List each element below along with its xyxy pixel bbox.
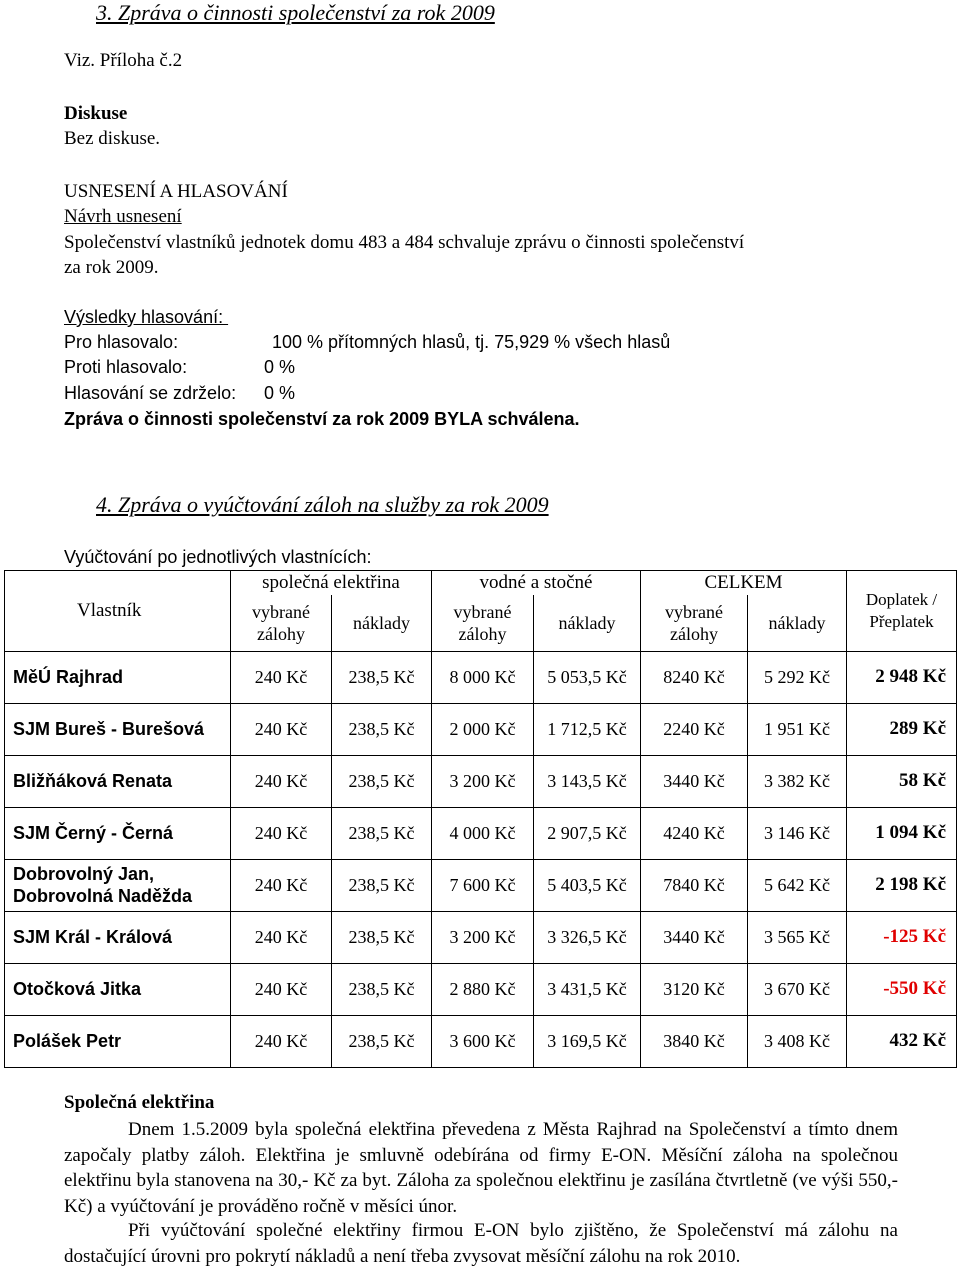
paid-amount-cell: 240 Kč <box>231 807 332 859</box>
paid-amount-cell: 3440 Kč <box>641 911 748 963</box>
cost-amount-cell: 3 565 Kč <box>748 911 847 963</box>
cost-amount-cell: 5 403,5 Kč <box>534 859 641 911</box>
col-header-costs: náklady <box>534 595 641 651</box>
owner-cell: SJM Král - Králová <box>5 911 231 963</box>
paid-amount-cell: 7 600 Kč <box>432 859 534 911</box>
cost-amount-cell: 238,5 Kč <box>332 1015 432 1067</box>
vote-for-label: Pro hlasovalo: <box>64 332 179 352</box>
paid-amount-cell: 3 200 Kč <box>432 755 534 807</box>
paid-amount-cell: 240 Kč <box>231 963 332 1015</box>
cost-amount-cell: 3 431,5 Kč <box>534 963 641 1015</box>
cost-amount-cell: 3 169,5 Kč <box>534 1015 641 1067</box>
paid-amount-cell: 3440 Kč <box>641 755 748 807</box>
discussion-text: Bez diskuse. <box>64 128 161 149</box>
proposal-label: Návrh usnesení <box>64 206 182 227</box>
cost-amount-cell: 3 143,5 Kč <box>534 755 641 807</box>
paid-amount-cell: 3 600 Kč <box>432 1015 534 1067</box>
group-header-electricity: společná elektřina <box>231 571 432 596</box>
owner-cell: SJM Bureš - Burešová <box>5 703 231 755</box>
paid-amount-cell: 4240 Kč <box>641 807 748 859</box>
balance-cell: 2 948 Kč <box>847 651 957 703</box>
electricity-heading: Společná elektřina <box>64 1092 215 1113</box>
owner-cell: Bližňáková Renata <box>5 755 231 807</box>
owner-cell: SJM Černý - Černá <box>5 807 231 859</box>
table-row <box>5 651 957 703</box>
cost-amount-cell: 238,5 Kč <box>332 703 432 755</box>
group-header-total: CELKEM <box>641 571 847 596</box>
col-header-costs: náklady <box>332 595 432 651</box>
electricity-paragraph-2: Při vyúčtování společné elektřiny firmou E-ON bylo zjištěno, že Společenství má zálohu na dostačující úrovni pro pokrytí nákladů a není třeba zvysovat měsíční zálohu na rok 2010. <box>64 1220 898 1267</box>
owner-cell: MěÚ Rajhrad <box>5 651 231 703</box>
cost-amount-cell: 3 326,5 Kč <box>534 911 641 963</box>
cost-amount-cell: 1 712,5 Kč <box>534 703 641 755</box>
balance-cell: 432 Kč <box>847 1015 957 1067</box>
cost-amount-cell: 3 670 Kč <box>748 963 847 1015</box>
table-row <box>5 703 957 755</box>
cost-amount-cell: 2 907,5 Kč <box>534 807 641 859</box>
col-header-paid: vybrané zálohy <box>641 595 748 651</box>
paid-amount-cell: 240 Kč <box>231 1015 332 1067</box>
paid-amount-cell: 2240 Kč <box>641 703 748 755</box>
discussion-label: Diskuse <box>64 103 128 124</box>
owner-cell: Dobrovolný Jan, Dobrovolná Naděžda <box>5 859 231 911</box>
cost-amount-cell: 1 951 Kč <box>748 703 847 755</box>
paid-amount-cell: 2 880 Kč <box>432 963 534 1015</box>
paid-amount-cell: 3120 Kč <box>641 963 748 1015</box>
col-header-paid: vybrané zálohy <box>432 595 534 651</box>
vote-abstain-label: Hlasování se zdrželo: <box>64 383 237 403</box>
paid-amount-cell: 3 200 Kč <box>432 911 534 963</box>
vote-against-value: 0 % <box>264 357 296 377</box>
paid-amount-cell: 240 Kč <box>231 703 332 755</box>
billing-intro: Vyúčtování po jednotlivých vlastnících: <box>64 547 372 567</box>
cost-amount-cell: 5 642 Kč <box>748 859 847 911</box>
paid-amount-cell: 240 Kč <box>231 859 332 911</box>
resolution-title: USNESENÍ A HLASOVÁNÍ <box>64 181 288 202</box>
paid-amount-cell: 8240 Kč <box>641 651 748 703</box>
table-row <box>5 1015 957 1067</box>
col-header-paid: vybrané zálohy <box>231 595 332 651</box>
col-header-costs: náklady <box>748 595 847 651</box>
cost-amount-cell: 238,5 Kč <box>332 911 432 963</box>
cost-amount-cell: 3 146 Kč <box>748 807 847 859</box>
cost-amount-cell: 238,5 Kč <box>332 755 432 807</box>
table-row <box>5 755 957 807</box>
paid-amount-cell: 7840 Kč <box>641 859 748 911</box>
paid-amount-cell: 3840 Kč <box>641 1015 748 1067</box>
vote-against-label: Proti hlasovalo: <box>64 357 188 377</box>
vote-abstain-value: 0 % <box>264 383 296 403</box>
electricity-paragraph-1: Dnem 1.5.2009 byla společná elektřina převedena z Města Rajhrad na Společenství a tímto dnem započaly platby záloh. Elektřina je smluvně odebírána od firmy E-ON. Měsíční záloha na společnou elektřinu byla stanovena na 30,- Kč za byt. Záloha za společnou elektřinu je zasílána čtvrtletně (ve výši 550,- Kč) a vyúčtování je prováděno ročně v měsíci únor. <box>64 1119 898 1217</box>
section-4-heading: 4. Zpráva o vyúčtování záloh na služby za rok 2009 <box>96 492 549 517</box>
table-row <box>5 963 957 1015</box>
owner-cell: Otočková Jitka <box>5 963 231 1015</box>
billing-table <box>4 570 957 1068</box>
paid-amount-cell: 240 Kč <box>231 755 332 807</box>
vote-for-value: 100 % přítomných hlasů, tj. 75,929 % všech hlasů <box>272 332 671 352</box>
proposal-line-1: Společenství vlastníků jednotek domu 483 a 484 schvaluje zprávu o činnosti společenství <box>64 232 745 253</box>
table-row <box>5 911 957 963</box>
cost-amount-cell: 238,5 Kč <box>332 859 432 911</box>
balance-cell: 289 Kč <box>847 703 957 755</box>
owner-cell: Polášek Petr <box>5 1015 231 1067</box>
paid-amount-cell: 8 000 Kč <box>432 651 534 703</box>
cost-amount-cell: 5 292 Kč <box>748 651 847 703</box>
cost-amount-cell: 238,5 Kč <box>332 651 432 703</box>
proposal-line-2: za rok 2009. <box>64 257 159 278</box>
cost-amount-cell: 3 408 Kč <box>748 1015 847 1067</box>
resolution-conclusion: Zpráva o činnosti společenství za rok 2009 BYLA schválena. <box>64 409 580 429</box>
owner-header: Vlastník <box>5 571 231 652</box>
balance-cell: 2 198 Kč <box>847 859 957 911</box>
table-row <box>5 859 957 911</box>
cost-amount-cell: 5 053,5 Kč <box>534 651 641 703</box>
balance-cell: 1 094 Kč <box>847 807 957 859</box>
cost-amount-cell: 238,5 Kč <box>332 807 432 859</box>
group-header-water: vodné a stočné <box>432 571 641 596</box>
attachment-reference: Viz. Příloha č.2 <box>64 50 183 71</box>
cost-amount-cell: 3 382 Kč <box>748 755 847 807</box>
balance-cell: -125 Kč <box>847 911 957 963</box>
balance-cell: -550 Kč <box>847 963 957 1015</box>
table-row <box>5 807 957 859</box>
balance-header: Doplatek / Přeplatek <box>847 571 957 652</box>
paid-amount-cell: 4 000 Kč <box>432 807 534 859</box>
balance-cell: 58 Kč <box>847 755 957 807</box>
section-3-heading: 3. Zpráva o činnosti společenství za rok 2009 <box>96 0 495 25</box>
cost-amount-cell: 238,5 Kč <box>332 963 432 1015</box>
paid-amount-cell: 240 Kč <box>231 651 332 703</box>
voting-results-label: Výsledky hlasování: <box>64 307 229 327</box>
paid-amount-cell: 2 000 Kč <box>432 703 534 755</box>
paid-amount-cell: 240 Kč <box>231 911 332 963</box>
